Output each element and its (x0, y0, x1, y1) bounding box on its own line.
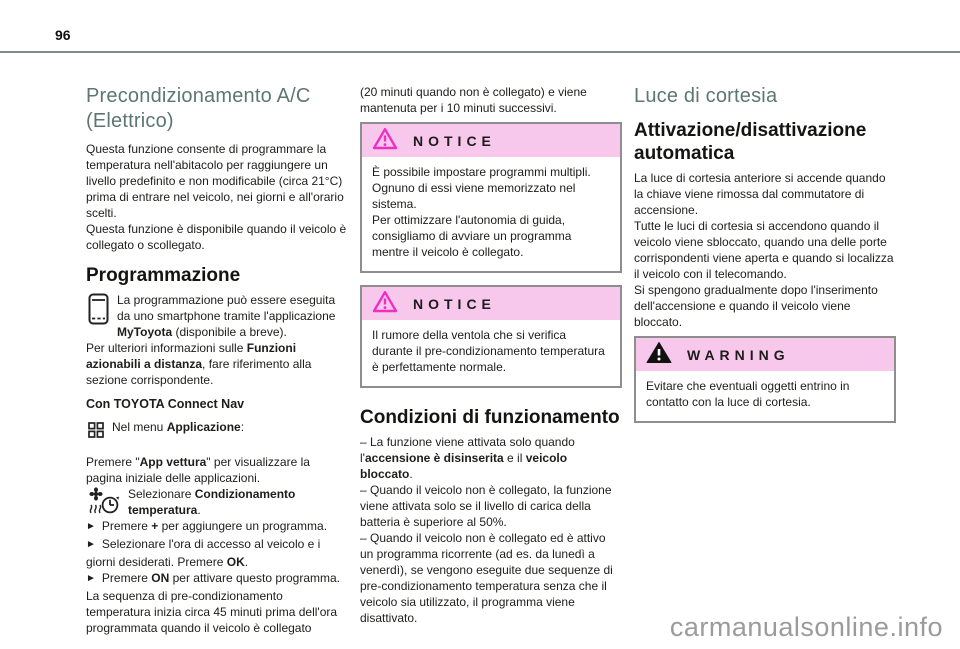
section-title-precondizionamento: Precondizionamento A/C (Elettrico) (86, 85, 311, 132)
column-luce-di-cortesia (634, 84, 896, 423)
page-number: 96 (55, 27, 71, 43)
paragraph: Per ottimizzare l'autonomia di guida, consigliamo di avviare un programma mentre il veicolo è collegato. (372, 213, 572, 259)
notice-body (362, 320, 620, 386)
climate-timer-icon (88, 487, 120, 516)
warning-box (634, 336, 896, 423)
paragraph-with-icon (86, 486, 348, 518)
notice-body (362, 157, 620, 271)
column-precondizionamento (86, 84, 348, 636)
paragraph: Il rumore della ventola che si verifica durante il pre-condizionamento temperatura è perfettamente normale. (372, 328, 605, 374)
notice-box-1 (360, 122, 622, 273)
notice-triangle-icon (372, 127, 398, 154)
warning-title: WARNING (687, 346, 790, 363)
paragraph: Tutte le luci di cortesia si accendono quando il veicolo viene sbloccato, quando una delle porte corrispondenti viene aperta e quando si localizza il veicolo con il telecomando. (634, 219, 894, 281)
heading-programmazione: Programmazione (86, 265, 241, 286)
list-item: – Quando il veicolo non è collegato ed è attivo un programma ricorrente (ad es. da lunedì a venerdì), se vengono eseguite due sequenze di pre-condizionamento temperatura senza che il veicolo sia utilizzato, il programma viene disattivato. (360, 531, 613, 625)
warning-header (636, 338, 894, 371)
list-item (86, 518, 348, 536)
list-item: – Quando il veicolo non è collegato, la funzione viene attivata solo se il livello di carica della batteria è superiore al 50%. (360, 483, 612, 529)
header-rule (0, 51, 960, 53)
column-programmazione-continua (360, 84, 622, 626)
arrow-bullet-icon: ► (86, 521, 96, 532)
list-item (86, 536, 348, 570)
paragraph: È possibile impostare programmi multipli. Ognuno di essi viene memorizzato nel sistema. (372, 165, 591, 211)
notice-box-2 (360, 285, 622, 388)
paragraph-with-icon (86, 292, 348, 340)
paragraph: Per ulteriori informazioni sulle Funzioni azionabili a distanza, fare riferimento alla sezione corrispondente. (86, 341, 312, 387)
page-columns (86, 84, 896, 636)
paragraph: Premere "App vettura" per visualizzare la pagina iniziale delle applicazioni. (86, 455, 310, 485)
paragraph: La sequenza di pre-condizionamento temperatura inizia circa 45 minuti prima dell'ora programmata quando il veicolo è collegato (86, 589, 338, 635)
paragraph-text: La programmazione può essere eseguita da uno smartphone tramite l'applicazione MyToyota (disponibile a breve). (117, 293, 336, 339)
list-item-text: Premere ON per attivare questo programma. (101, 571, 341, 585)
notice-triangle-icon (372, 290, 398, 317)
paragraph: Evitare che eventuali oggetti entrino in contatto con la luce di cortesia. (646, 379, 850, 409)
heading-attivazione: Attivazione/disattivazione automatica (634, 120, 867, 164)
paragraph: Questa funzione è disponibile quando il veicolo è collegato o scollegato. (86, 222, 347, 252)
list-item-text: Premere + per aggiungere un programma. (101, 519, 328, 533)
app-grid-icon (88, 422, 104, 438)
notice-header (362, 124, 620, 157)
paragraph-text: Selezionare Condizionamento temperatura. (128, 487, 296, 517)
warning-triangle-icon (646, 341, 672, 368)
paragraph: Si spengono gradualmente dopo l'inserimento dell'accensione e quando il veicolo viene bloccato. (634, 283, 878, 329)
notice-title: NOTICE (413, 295, 496, 312)
watermark: carmanualsonline.info (669, 612, 943, 642)
section-title-luce-cortesia: Luce di cortesia (634, 85, 778, 107)
warning-body (636, 371, 894, 421)
list-item-text: Selezionare l'ora di accesso al veicolo e i giorni desiderati. Premere OK. (86, 537, 321, 569)
list-item: – La funzione viene attivata solo quando l'accensione è disinserita e il veicolo bloccato. (360, 435, 575, 481)
arrow-bullet-icon: ► (86, 539, 96, 550)
notice-header (362, 287, 620, 320)
paragraph-with-icon (86, 419, 348, 440)
list-item (86, 570, 348, 588)
paragraph-text: Nel menu Applicazione: (112, 420, 245, 434)
paragraph: La luce di cortesia anteriore si accende quando la chiave viene rimossa dal commutatore di accensione. (634, 171, 886, 217)
paragraph: (20 minuti quando non è collegato) e viene mantenuta per i 10 minuti successivi. (360, 85, 587, 115)
subheading-connect-nav: Con TOYOTA Connect Nav (86, 397, 245, 411)
heading-condizioni: Condizioni di funzionamento (360, 407, 620, 428)
arrow-bullet-icon: ► (86, 573, 96, 584)
paragraph: Questa funzione consente di programmare la temperatura nell'abitacolo per raggiungere un livello predefinito e non modificabile (circa 21°C) prima di entrare nel veicolo, nei giorni e all'orario scelti. (86, 142, 344, 220)
notice-title: NOTICE (413, 132, 496, 149)
smartphone-icon (88, 293, 109, 325)
